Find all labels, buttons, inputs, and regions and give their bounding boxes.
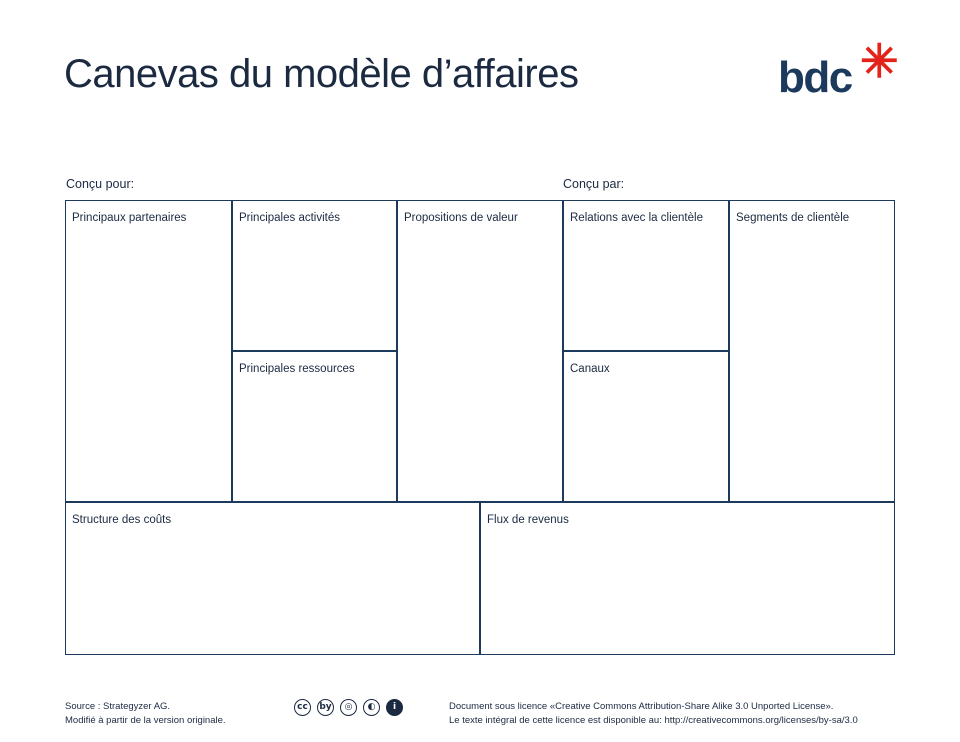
canvas-block-key-partners[interactable] — [65, 200, 232, 502]
license-notice — [449, 700, 858, 728]
license-line-1: Document sous licence «Creative Commons Attribution-Share Alike 3.0 Unported License». — [449, 701, 834, 712]
block-label: Structure des coûts — [72, 514, 172, 526]
creative-commons-icon: cc — [294, 699, 311, 716]
canvas-block-key-resources[interactable] — [232, 351, 397, 502]
block-label: Principales activités — [239, 212, 340, 224]
designed-by-label: Conçu par: — [563, 177, 625, 191]
bdc-logo — [778, 35, 899, 106]
block-label: Principales ressources — [239, 363, 355, 375]
canvas-block-customer-relationships[interactable] — [563, 200, 729, 351]
source-credit — [65, 700, 226, 728]
canvas-block-cost-structure[interactable] — [65, 502, 480, 655]
license-line-2: Le texte intégral de cette licence est disponible au: http://creativecommons.org/licenses/by-sa/3.0 — [449, 714, 858, 726]
canvas-block-channels[interactable] — [563, 351, 729, 502]
designed-for-label: Conçu pour: — [66, 177, 135, 191]
block-label: Relations avec la clientèle — [570, 212, 703, 224]
cc-sharealike-icon: ◐ — [363, 699, 380, 716]
source-line-2: Modifié à partir de la version originale. — [65, 714, 226, 726]
block-label: Principaux partenaires — [72, 212, 187, 224]
asterisk-icon: ✳ — [860, 35, 899, 87]
page-title: Canevas du modèle d’affaires — [64, 52, 579, 96]
canvas-block-revenue-streams[interactable] — [480, 502, 895, 655]
canvas-block-key-activities[interactable] — [232, 200, 397, 351]
block-label: Segments de clientèle — [736, 212, 850, 224]
canvas-block-customer-segments[interactable] — [729, 200, 895, 502]
canvas-grid — [65, 200, 895, 655]
creative-commons-icon-group — [294, 699, 403, 716]
cc-attribution-icon: by — [317, 699, 334, 716]
block-label: Canaux — [570, 363, 610, 375]
bdc-logo-text: bdc — [778, 53, 852, 102]
block-label: Propositions de valeur — [404, 212, 518, 224]
footer — [0, 695, 960, 742]
cc-attribution-person-icon: i — [386, 699, 403, 716]
canvas-block-value-propositions[interactable] — [397, 200, 563, 502]
cc-noncommercial-icon: ◎ — [340, 699, 357, 716]
source-line-1: Source : Strategyzer AG. — [65, 701, 171, 712]
block-label: Flux de revenus — [487, 514, 569, 526]
